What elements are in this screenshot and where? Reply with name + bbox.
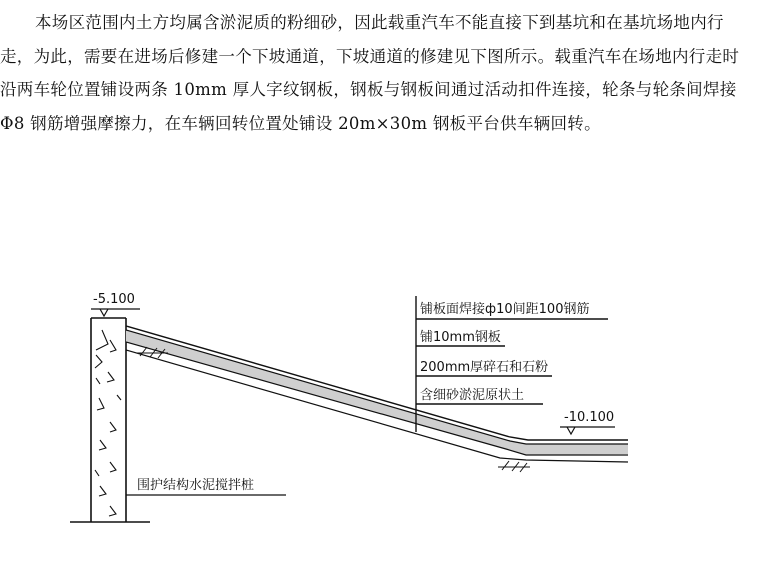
ramp-layers [126,326,628,462]
layer-label-soil: 含细砂淤泥原状土 [420,388,525,403]
layer-label-gravel: 200mm厚碎石和石粉 [420,360,549,375]
elevation-bottom-label: -10.100 [564,410,615,425]
elevation-top-label: -5.100 [93,292,135,307]
elevation-marker-bottom [560,427,615,434]
description-paragraph: 本场区范围内土方均属含淤泥质的粉细砂，因此载重汽车不能直接下到基坑和在基坑场地内行走，为此，需要在进场后修建一个下坡通道，下坡通道的修建见下图所示。载重汽车在场地内行走时沿两车轮位置铺设两条 10mm 厚人字纹钢板，钢板与钢板间通过活动扣件连接，轮条与轮条间焊接Φ8 钢筋增强摩擦力，在车辆回转位置处铺设 20m×30m 钢板平台供车辆回转。 [0,13,740,133]
wall-label: 围护结构水泥搅拌桩 [137,478,255,493]
layer-label-steel-plate: 铺10mm钢板 [420,330,501,345]
elevation-marker-top [91,309,140,316]
layer-label-rebar: 铺板面焊接ф10间距100钢筋 [420,302,590,317]
